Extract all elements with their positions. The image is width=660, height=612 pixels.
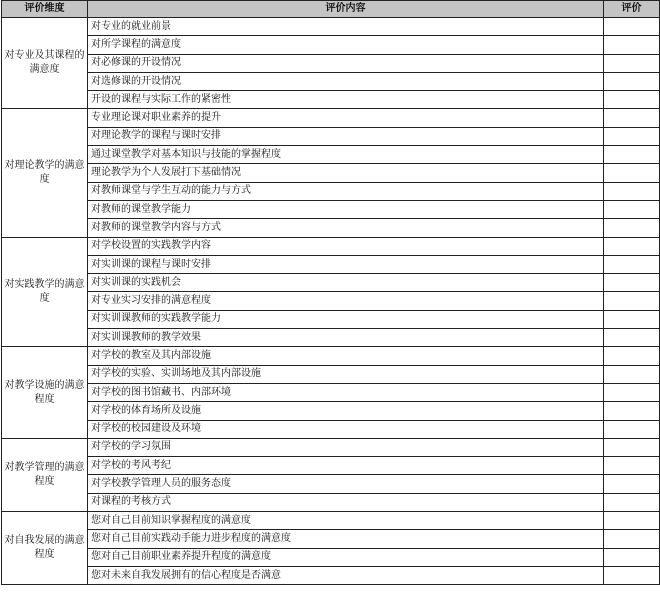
header-rating: 评价: [604, 1, 660, 18]
rating-cell[interactable]: [604, 72, 660, 90]
table-row: [2, 127, 660, 145]
content-cell: 对专业的就业前景: [88, 18, 604, 36]
dimension-cell: 对专业及其课程的满意度: [2, 18, 88, 109]
table-row: [2, 402, 660, 420]
table-row: [2, 219, 660, 237]
table-row: [2, 512, 660, 530]
rating-cell[interactable]: [604, 329, 660, 347]
table-row: [2, 530, 660, 548]
table-row: [2, 310, 660, 328]
content-cell: 对学校设置的实践教学内容: [88, 237, 604, 255]
table-row: [2, 18, 660, 36]
rating-cell[interactable]: [604, 383, 660, 401]
table-row: [2, 420, 660, 438]
content-cell: 对学校的教室及其内部设施: [88, 347, 604, 365]
table-row: [2, 54, 660, 72]
header-content: 评价内容: [88, 1, 604, 18]
rating-cell[interactable]: [604, 475, 660, 493]
dimension-cell: 对教学管理的满意程度: [2, 438, 88, 511]
rating-cell[interactable]: [604, 274, 660, 292]
table-row: [2, 347, 660, 365]
table-row: [2, 164, 660, 182]
content-cell: 对学校的学习氛围: [88, 438, 604, 456]
rating-cell[interactable]: [604, 219, 660, 237]
content-cell: 您对自己目前职业素养提升程度的满意度: [88, 548, 604, 566]
table-row: [2, 548, 660, 566]
rating-cell[interactable]: [604, 566, 660, 584]
header-dimension: 评价维度: [2, 1, 88, 18]
evaluation-table: [1, 0, 660, 585]
header-row: [2, 1, 660, 18]
table-row: [2, 365, 660, 383]
dimension-cell: 对实践教学的满意度: [2, 237, 88, 347]
content-cell: 您对自己目前实践动手能力进步程度的满意度: [88, 530, 604, 548]
content-cell: 您对未来自我发展拥有的信心程度是否满意: [88, 566, 604, 584]
table-row: [2, 274, 660, 292]
rating-cell[interactable]: [604, 530, 660, 548]
content-cell: 对实训课的课程与课时安排: [88, 255, 604, 273]
content-cell: 对学校的体育场所及设施: [88, 402, 604, 420]
rating-cell[interactable]: [604, 36, 660, 54]
rating-cell[interactable]: [604, 146, 660, 164]
rating-cell[interactable]: [604, 255, 660, 273]
content-cell: 对学校的实验、实训场地及其内部设施: [88, 365, 604, 383]
rating-cell[interactable]: [604, 182, 660, 200]
rating-cell[interactable]: [604, 18, 660, 36]
table-row: [2, 36, 660, 54]
content-cell: 对实训课的实践机会: [88, 274, 604, 292]
rating-cell[interactable]: [604, 310, 660, 328]
content-cell: 对教师课堂与学生互动的能力与方式: [88, 182, 604, 200]
rating-cell[interactable]: [604, 237, 660, 255]
content-cell: 对课程的考核方式: [88, 493, 604, 511]
table-row: [2, 457, 660, 475]
rating-cell[interactable]: [604, 438, 660, 456]
content-cell: 对教师的课堂教学内容与方式: [88, 219, 604, 237]
rating-cell[interactable]: [604, 91, 660, 109]
table-row: [2, 493, 660, 511]
rating-cell[interactable]: [604, 292, 660, 310]
content-cell: 对实训课教师的实践教学能力: [88, 310, 604, 328]
rating-cell[interactable]: [604, 420, 660, 438]
table-row: [2, 566, 660, 584]
table-row: [2, 109, 660, 127]
rating-cell[interactable]: [604, 512, 660, 530]
rating-cell[interactable]: [604, 347, 660, 365]
table-row: [2, 72, 660, 90]
rating-cell[interactable]: [604, 54, 660, 72]
content-cell: 对理论教学的课程与课时安排: [88, 127, 604, 145]
table-row: [2, 255, 660, 273]
rating-cell[interactable]: [604, 548, 660, 566]
rating-cell[interactable]: [604, 457, 660, 475]
content-cell: 开设的课程与实际工作的紧密性: [88, 91, 604, 109]
content-cell: 对实训课教师的教学效果: [88, 329, 604, 347]
content-cell: 对专业实习安排的满意程度: [88, 292, 604, 310]
rating-cell[interactable]: [604, 109, 660, 127]
table-row: [2, 438, 660, 456]
dimension-cell: 对理论教学的满意度: [2, 109, 88, 237]
table-row: [2, 292, 660, 310]
content-cell: 对学校的考风考纪: [88, 457, 604, 475]
content-cell: 对必修课的开设情况: [88, 54, 604, 72]
rating-cell[interactable]: [604, 127, 660, 145]
content-cell: 专业理论课对职业素养的提升: [88, 109, 604, 127]
content-cell: 对学校的校园建设及环境: [88, 420, 604, 438]
table-row: [2, 91, 660, 109]
content-cell: 对所学课程的满意度: [88, 36, 604, 54]
dimension-cell: 对自我发展的满意程度: [2, 512, 88, 585]
table-row: [2, 329, 660, 347]
rating-cell[interactable]: [604, 164, 660, 182]
rating-cell[interactable]: [604, 402, 660, 420]
content-cell: 对学校教学管理人员的服务态度: [88, 475, 604, 493]
content-cell: 对教师的课堂教学能力: [88, 200, 604, 218]
content-cell: 对选修课的开设情况: [88, 72, 604, 90]
content-cell: 理论教学为个人发展打下基础情况: [88, 164, 604, 182]
content-cell: 通过课堂教学对基本知识与技能的掌握程度: [88, 146, 604, 164]
rating-cell[interactable]: [604, 493, 660, 511]
table-row: [2, 383, 660, 401]
rating-cell[interactable]: [604, 365, 660, 383]
table-row: [2, 146, 660, 164]
table-row: [2, 200, 660, 218]
table-row: [2, 237, 660, 255]
table-row: [2, 475, 660, 493]
table-row: [2, 182, 660, 200]
rating-cell[interactable]: [604, 200, 660, 218]
content-cell: 对学校的图书馆藏书、内部环境: [88, 383, 604, 401]
table-body: [2, 18, 660, 585]
content-cell: 您对自己目前知识掌握程度的满意度: [88, 512, 604, 530]
dimension-cell: 对教学设施的满意程度: [2, 347, 88, 438]
